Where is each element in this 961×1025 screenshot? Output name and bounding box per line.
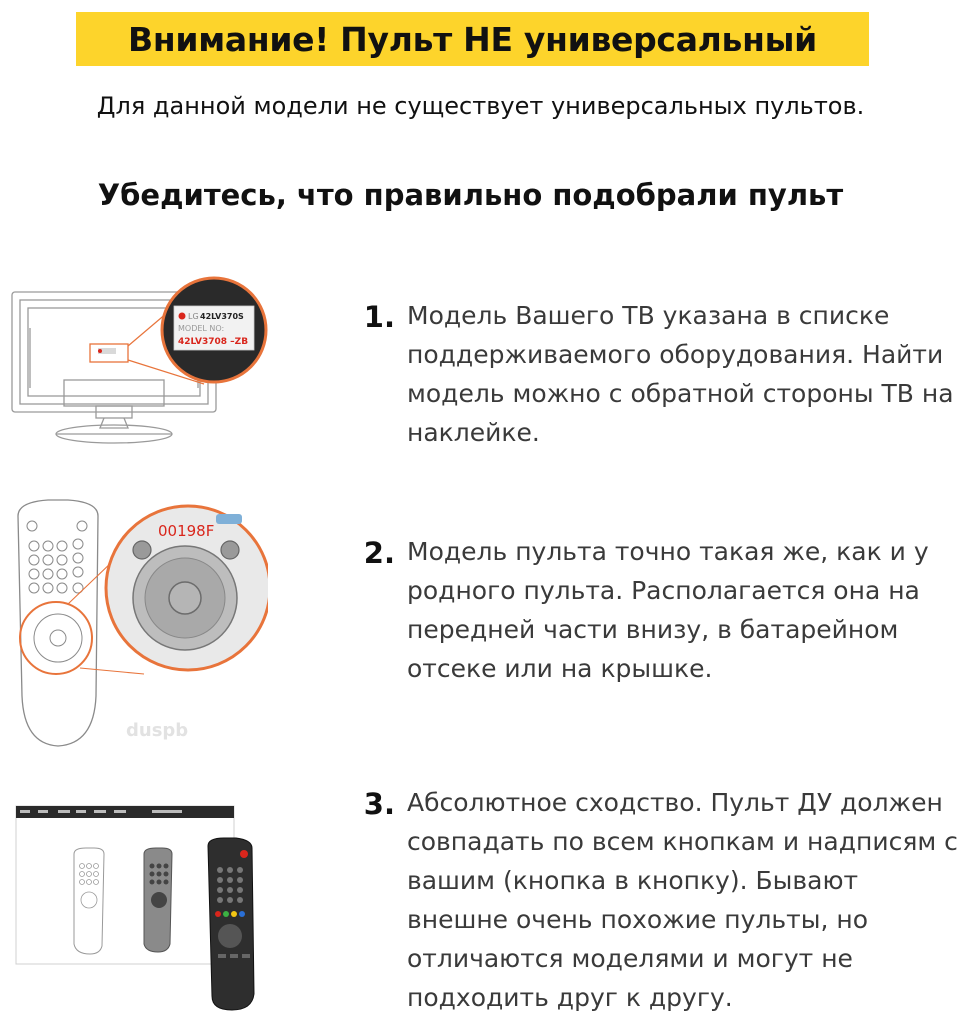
section-headline: Убедитесь, что правильно подобрали пульт bbox=[97, 178, 844, 212]
tv-label-brand: LG bbox=[188, 312, 199, 321]
warning-banner bbox=[76, 12, 869, 66]
subtitle: Для данной модели не существует универсальных пультов. bbox=[96, 92, 865, 120]
warning-title: Внимание! Пульт НЕ универсальный bbox=[128, 19, 817, 59]
tv-back-illustration bbox=[8, 268, 288, 458]
step-number: 3. bbox=[363, 787, 395, 821]
remote-label-code: 00198F bbox=[158, 522, 215, 540]
tv-label-model-no: 42LV3708 –ZB bbox=[178, 337, 249, 347]
tv-label-caption: MODEL NO: bbox=[178, 324, 225, 333]
step-number: 1. bbox=[363, 300, 395, 334]
remotes-comparison-illustration bbox=[14, 804, 264, 1014]
step-number: 2. bbox=[363, 536, 395, 570]
step-text: Абсолютное сходство. Пульт ДУ должен совпадать по всем кнопкам и надписям с вашим (кнопка в кнопку). Бывают внешне очень похожие пульты, но отличаются моделями и могут не подходить друг к другу. bbox=[407, 788, 958, 1012]
step-text: Модель пульта точно такая же, как и у родного пульта. Располагается она на передней части внизу, в батарейном отсеке или на крышке. bbox=[407, 537, 929, 683]
step-text: Модель Вашего ТВ указана в списке поддерживаемого оборудования. Найти модель можно с обратной стороны ТВ на наклейке. bbox=[407, 301, 954, 447]
tv-label-model-top: 42LV370S bbox=[200, 312, 244, 321]
watermark-text: duspb bbox=[126, 720, 189, 741]
remote-label-illustration bbox=[8, 496, 268, 752]
